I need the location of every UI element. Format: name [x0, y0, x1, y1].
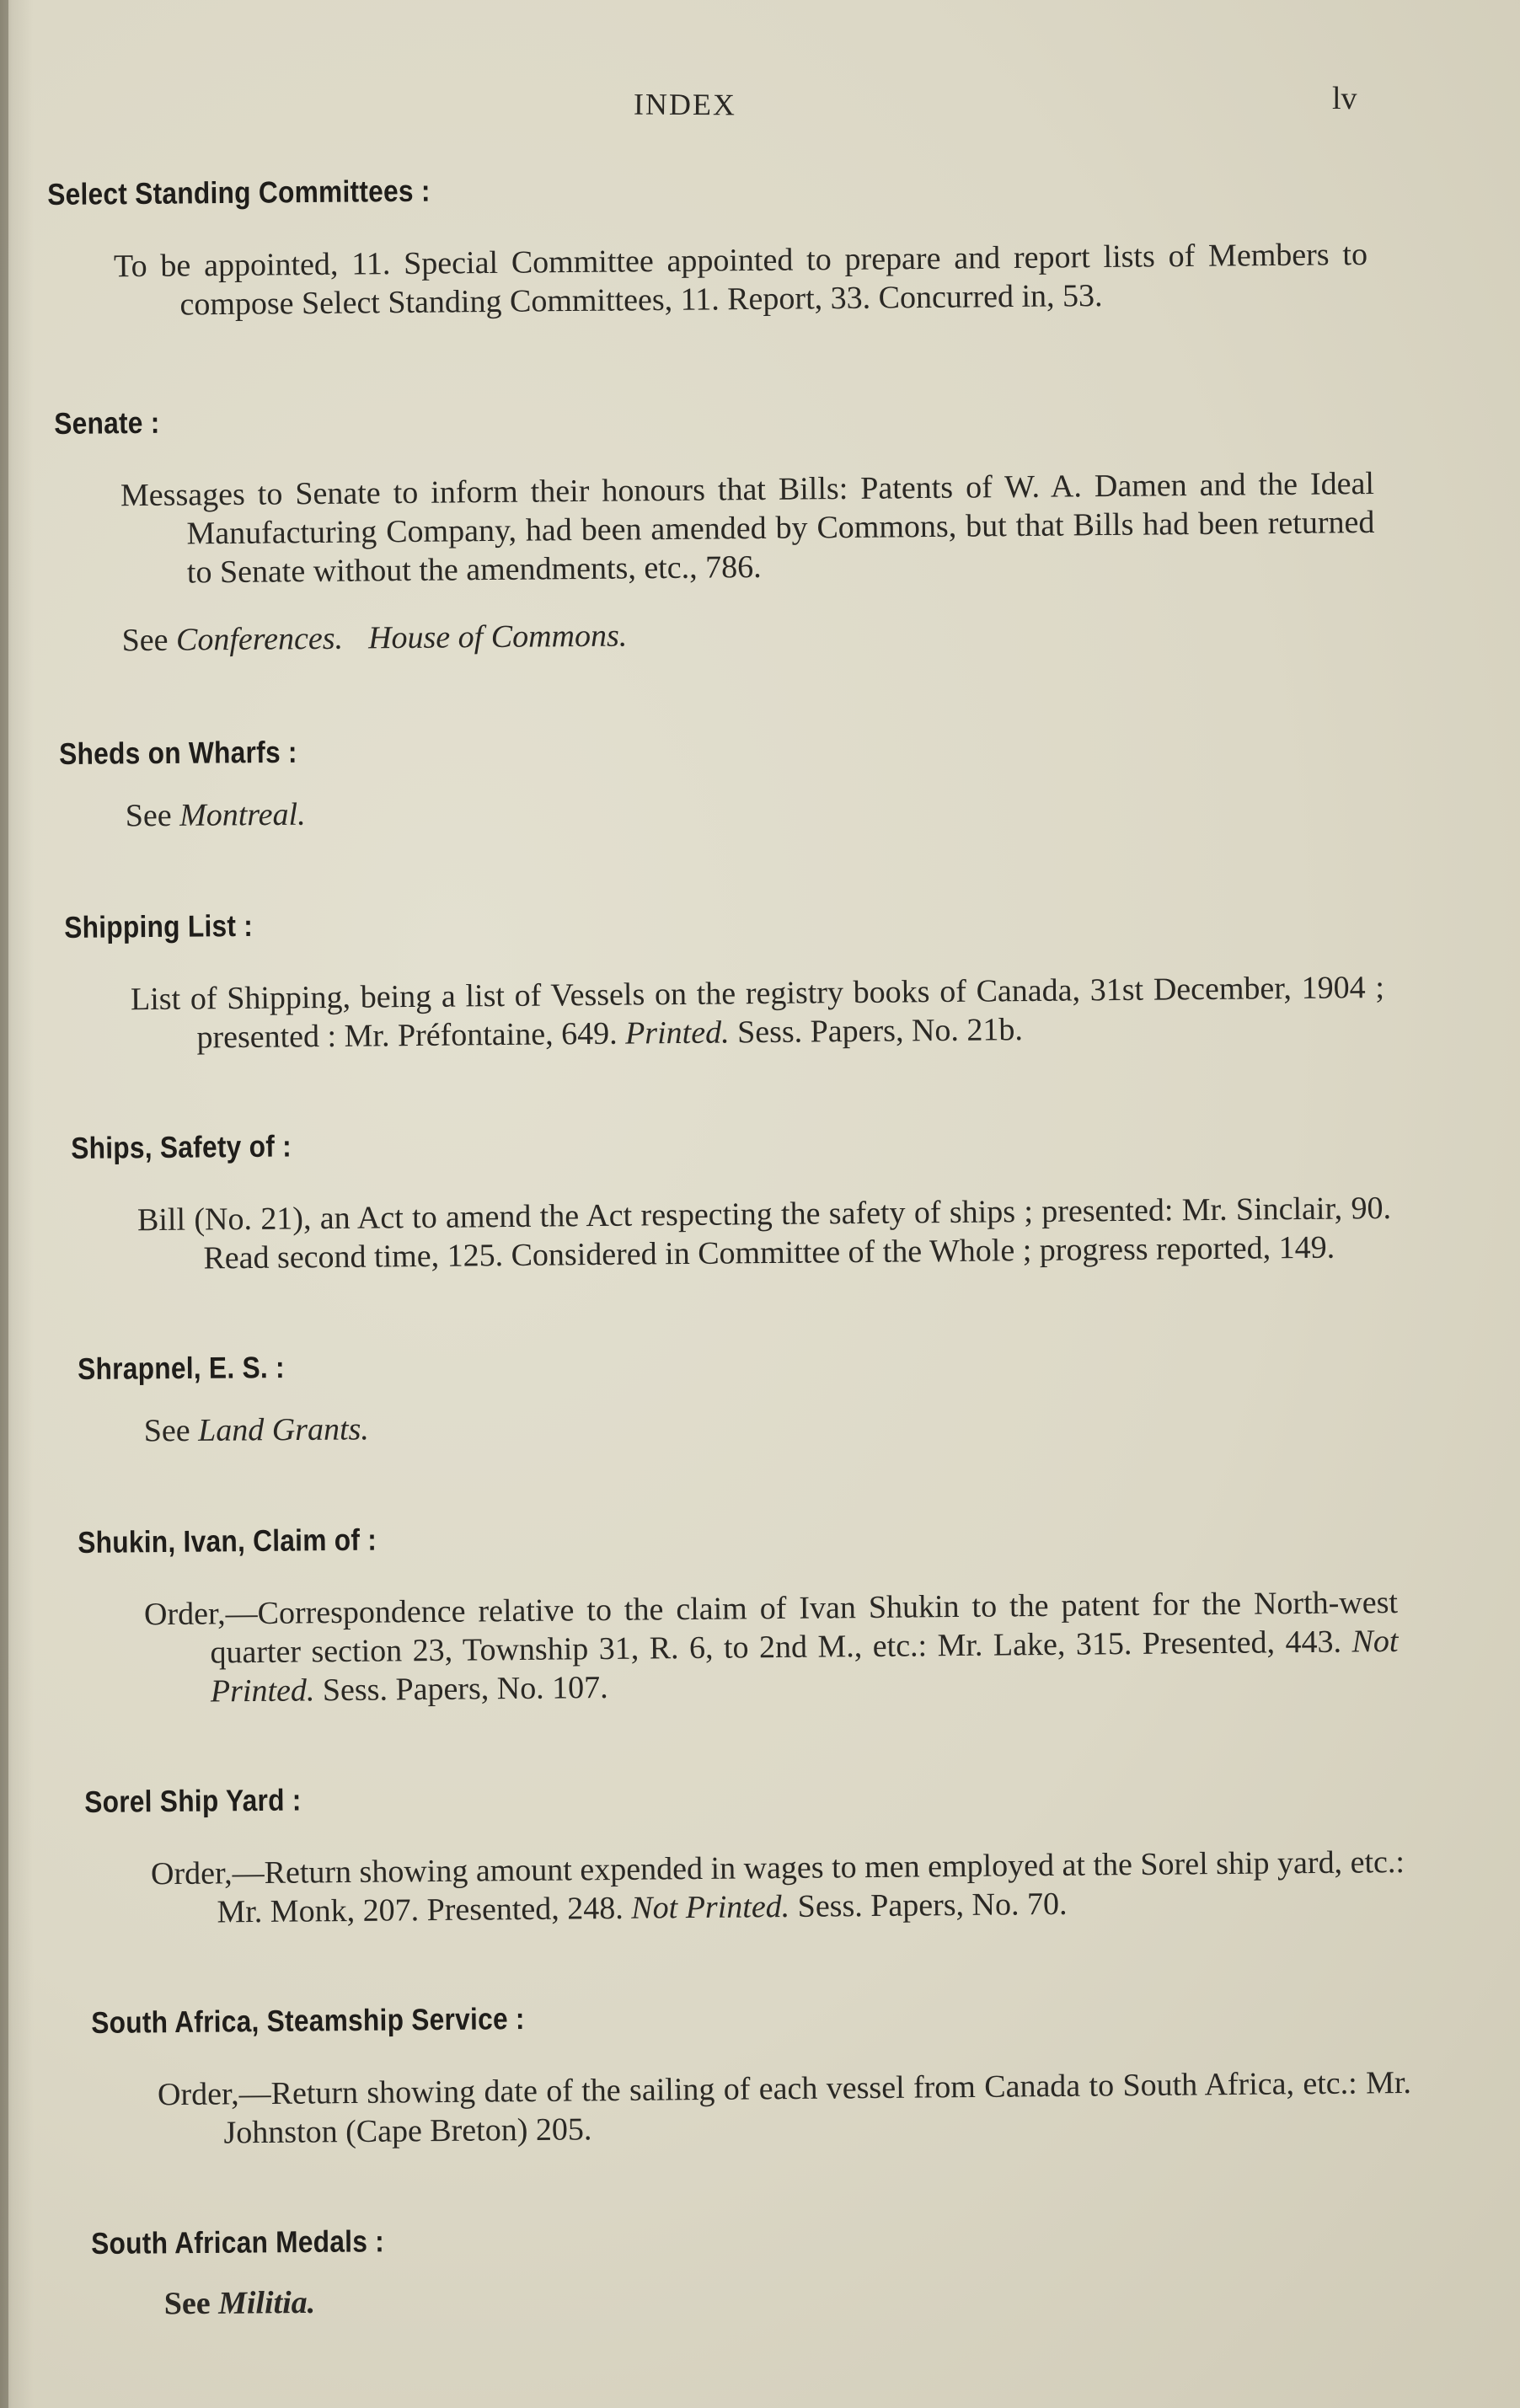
entry-text-tail: Sess. Papers, No. 107. — [322, 1669, 608, 1709]
index-entry-senate — [54, 393, 1398, 661]
page-number: lv — [1332, 81, 1357, 116]
see-reference — [126, 787, 1396, 836]
entry-heading: Sheds on Wharfs : — [59, 734, 297, 771]
see-ref-militia: Militia. — [217, 2284, 316, 2321]
entry-heading: Shipping List : — [64, 907, 254, 944]
see-ref-conferences: Conferences. — [175, 620, 344, 658]
see-prefix: See — [163, 2285, 211, 2322]
entry-text-main: Order,—Correspondence relative to the claim of Ivan Shukin to the patent for the North-west quarter section 23, Township 31, R. 6, to 2nd M., etc.: Mr. Lake, 315. Presented, 443. — [143, 1584, 1399, 1671]
entry-text: Bill (No. 21), an Act to amend the Act respecting the safety of ships ; presented: Mr. Sinclair, 90. Read second time, 125. Considered in Committee of the Whole ; progress reported, 149. — [136, 1190, 1392, 1276]
index-entries — [47, 173, 1412, 2324]
entry-heading: Senate : — [54, 404, 160, 441]
running-title: INDEX — [633, 87, 737, 122]
entry-text — [131, 968, 1385, 1057]
entry-text: To be appointed, 11. Special Committee appointed to prepare and report lists of Members to compose Select Standing Committees, 11. Report, 33. Concurred in, 53. — [113, 236, 1368, 323]
entry-heading: Ships, Safety of : — [71, 1128, 292, 1165]
entry-text: Order,—Return showing date of the sailing of each vessel from Canada to South Africa, etc.: Mr. Johnston (Cape Breton) 205. — [157, 2064, 1412, 2151]
binding-gutter — [0, 0, 8, 2408]
entry-text-tail: Sess. Papers, No. 70. — [797, 1886, 1068, 1924]
entry-heading: South African Medals : — [91, 2223, 385, 2261]
index-entry-south-africa-steamship — [91, 1993, 1412, 2154]
see-ref-house-of-commons: House of Commons. — [367, 618, 628, 656]
index-entry-shukin — [78, 1512, 1397, 1712]
see-reference — [164, 2275, 1396, 2323]
running-head — [0, 80, 1520, 122]
entry-heading: South Africa, Steamship Service : — [91, 2001, 525, 2040]
entry-heading: Select Standing Committees : — [47, 173, 431, 211]
see-ref-land-grants: Land Grants. — [197, 1411, 369, 1448]
see-ref-montreal: Montreal. — [179, 796, 306, 833]
index-entry-sorel-ship-yard — [84, 1772, 1405, 1933]
see-prefix: See — [143, 1412, 190, 1449]
entry-text — [151, 1843, 1405, 1932]
entry-text-italic: Not Printed. — [631, 1888, 790, 1926]
see-reference — [121, 609, 1397, 661]
see-reference — [144, 1402, 1396, 1451]
index-entry-select-standing-committees — [47, 164, 1397, 325]
entry-text-main: List of Shipping, being a list of Vessels on the registry books of Canada, 31st December, 1904 ; presented : Mr. Préfontaine, 649. — [130, 969, 1385, 1056]
index-entry-shipping-list — [64, 897, 1397, 1058]
entry-text-tail: Sess. Papers, No. 21b. — [736, 1012, 1024, 1051]
index-entry-sheds-on-wharfs — [59, 726, 1396, 836]
index-entry-shrapnel — [78, 1341, 1396, 1451]
index-entry-ships-safety — [71, 1118, 1397, 1279]
see-prefix: See — [121, 622, 169, 659]
entry-heading: Sorel Ship Yard : — [84, 1782, 302, 1819]
index-entry-south-african-medals — [91, 2216, 1396, 2324]
entry-text-main: Order,—Return showing amount expended in wages to men employed at the Sorel ship yard, etc.: Mr. Monk, 207. Presented, 248. — [150, 1843, 1405, 1930]
entry-text: Messages to Senate to inform their honours that Bills: Patents of W. A. Damen and the Ideal Manufacturing Company, had been amended by Commons, but that Bills had been returned to Senate without the amendments, etc., 786. — [120, 465, 1375, 591]
see-prefix: See — [125, 797, 172, 834]
entry-heading: Shukin, Ivan, Claim of : — [78, 1522, 377, 1560]
entry-text-italic: Not Printed. — [210, 1623, 1399, 1710]
entry-text-italic: Printed. — [624, 1014, 730, 1051]
entry-heading: Shrapnel, E. S. : — [78, 1350, 285, 1386]
entry-text — [144, 1583, 1399, 1711]
